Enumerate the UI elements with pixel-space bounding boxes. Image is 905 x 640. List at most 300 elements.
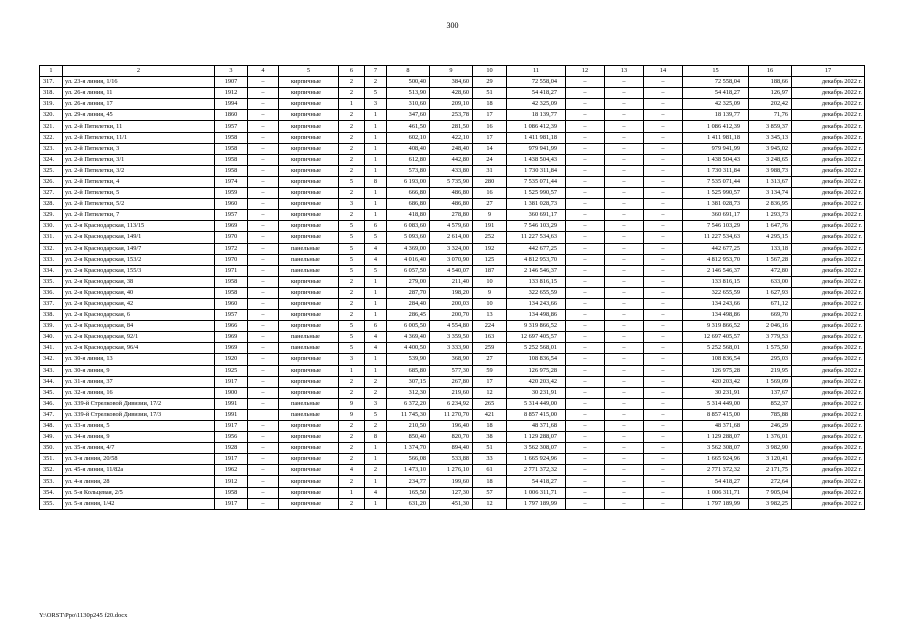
table-cell: кирпичные (279, 443, 339, 454)
table-cell: кирпичные (279, 99, 339, 110)
table-cell: ул. 2-й Пятилетки, 7 (63, 210, 215, 221)
table-cell: декабрь 2022 г. (792, 365, 865, 376)
table-cell: 200,70 (430, 310, 473, 321)
table-cell: 1 (365, 188, 387, 199)
table-cell: ул. 5-я линия, 1/42 (63, 498, 215, 509)
table-cell: 1 006 311,71 (507, 487, 566, 498)
table-cell: 9 319 866,52 (683, 321, 749, 332)
table-cell: 4 400,50 (387, 343, 430, 354)
table-cell: 192 (473, 243, 507, 254)
table-cell: 29 (473, 77, 507, 88)
table-cell: 685,80 (387, 365, 430, 376)
table-cell: 2 (339, 165, 365, 176)
table-cell: – (248, 243, 279, 254)
table-cell: – (605, 298, 644, 309)
table-cell: 6 (365, 321, 387, 332)
table-cell: – (248, 276, 279, 287)
table-cell: 1 (365, 143, 387, 154)
table-cell: 1917 (215, 498, 248, 509)
table-cell: – (248, 487, 279, 498)
table-cell: 4 540,07 (430, 265, 473, 276)
table-cell: ул. 2-я Краснодарская, 113/15 (63, 221, 215, 232)
table-cell: 202,42 (749, 99, 792, 110)
table-cell: 9 (339, 398, 365, 409)
table-cell: 2 (339, 298, 365, 309)
table-cell: 337. (40, 298, 63, 309)
table-cell: 1 (365, 354, 387, 365)
table-cell: декабрь 2022 г. (792, 265, 865, 276)
table-cell: 1 (365, 276, 387, 287)
table-cell: 187 (473, 265, 507, 276)
table-cell: 8 (365, 176, 387, 187)
table-cell: – (566, 265, 605, 276)
table-cell: 1962 (215, 465, 248, 476)
table-cell: 318. (40, 88, 63, 99)
table-cell: – (248, 154, 279, 165)
table-cell: 2 171,75 (749, 465, 792, 476)
table-cell: 5 (339, 221, 365, 232)
table-cell: 307,15 (387, 376, 430, 387)
header-cell: 9 (430, 66, 473, 77)
table-cell: 2 (339, 443, 365, 454)
table-cell: – (566, 276, 605, 287)
table-cell: 3 120,41 (749, 454, 792, 465)
table-cell: декабрь 2022 г. (792, 476, 865, 487)
table-cell: 5 (339, 176, 365, 187)
table-cell: 4 (339, 465, 365, 476)
table-cell: 1 473,10 (387, 465, 430, 476)
table-cell: 1972 (215, 243, 248, 254)
table-cell: декабрь 2022 г. (792, 310, 865, 321)
table-cell: 1907 (215, 77, 248, 88)
table-cell: декабрь 2022 г. (792, 154, 865, 165)
table-cell: кирпичные (279, 77, 339, 88)
table-cell: 347,60 (387, 110, 430, 121)
table-cell: 7 546 103,29 (507, 221, 566, 232)
table-cell: – (248, 143, 279, 154)
table-cell: 279,00 (387, 276, 430, 287)
table-cell: – (644, 77, 683, 88)
table-cell: – (566, 465, 605, 476)
table-cell: ул. 339-й Стрелковой Дивизии, 17/2 (63, 398, 215, 409)
table-cell: 3 248,65 (749, 154, 792, 165)
table-cell: 1969 (215, 343, 248, 354)
table-cell: 1970 (215, 254, 248, 265)
table-row (40, 199, 865, 210)
header-cell: 11 (507, 66, 566, 77)
table-cell: 1 (339, 99, 365, 110)
table-row (40, 154, 865, 165)
table-cell: 51 (473, 443, 507, 454)
table-cell: – (644, 354, 683, 365)
table-cell: ул. 5-я Кольцевая, 2/5 (63, 487, 215, 498)
table-cell: кирпичные (279, 354, 339, 365)
table-cell: 2 614,00 (430, 232, 473, 243)
table-cell: 1966 (215, 321, 248, 332)
table-cell: 332. (40, 243, 63, 254)
table-cell: 320. (40, 110, 63, 121)
table-cell: 219,95 (749, 365, 792, 376)
table-cell: ул. 2-й Пятилетки, 3/2 (63, 165, 215, 176)
table-cell: – (644, 498, 683, 509)
table-cell: 418,80 (387, 210, 430, 221)
table-cell: 1 438 504,43 (683, 154, 749, 165)
table-cell: 14 (473, 143, 507, 154)
table-cell: 18 (473, 421, 507, 432)
table-row (40, 276, 865, 287)
table-cell: 633,00 (749, 276, 792, 287)
table-cell: 1 438 504,43 (507, 154, 566, 165)
table-cell: 11 745,30 (387, 409, 430, 420)
header-cell: 3 (215, 66, 248, 77)
table-cell: 422,10 (430, 132, 473, 143)
table-cell: 1 411 981,18 (683, 132, 749, 143)
table-cell: ул. 34-я линия, 9 (63, 432, 215, 443)
table-cell: 2 (339, 188, 365, 199)
table-cell: – (248, 199, 279, 210)
table-cell: 3 345,13 (749, 132, 792, 143)
table-cell: 334. (40, 265, 63, 276)
table-cell: 253,78 (430, 110, 473, 121)
table-cell: 17 (473, 110, 507, 121)
header-cell: 14 (644, 66, 683, 77)
table-row (40, 88, 865, 99)
header-cell: 4 (248, 66, 279, 77)
table-cell: 1917 (215, 421, 248, 432)
table-cell: – (605, 265, 644, 276)
table-cell: 59 (473, 365, 507, 376)
table-cell: 2 (339, 143, 365, 154)
table-cell: 133 816,15 (507, 276, 566, 287)
table-cell: – (644, 143, 683, 154)
table-cell: – (566, 498, 605, 509)
table-cell: 5 (339, 343, 365, 354)
table-cell: – (605, 387, 644, 398)
table-cell: 1 (365, 199, 387, 210)
table-cell: декабрь 2022 г. (792, 432, 865, 443)
table-cell: – (248, 254, 279, 265)
table-cell: – (644, 254, 683, 265)
table-cell: 428,60 (430, 88, 473, 99)
table-cell: 2 (339, 310, 365, 321)
table-cell: 1860 (215, 110, 248, 121)
table-cell: – (644, 465, 683, 476)
table-cell: – (644, 443, 683, 454)
table-cell: 219,60 (430, 387, 473, 398)
table-cell: 486,80 (430, 188, 473, 199)
table-cell: – (248, 398, 279, 409)
table-cell: 1 293,73 (749, 210, 792, 221)
table-cell: 346. (40, 398, 63, 409)
table-cell: 209,10 (430, 99, 473, 110)
footer-file-path: Y:\ORST\Ppo\1130p245 f20.docx (39, 612, 128, 619)
table-cell: 11 227 534,63 (683, 232, 749, 243)
table-cell: 566,08 (387, 454, 430, 465)
table-row (40, 476, 865, 487)
table-cell: 126 975,28 (507, 365, 566, 376)
table-cell: кирпичные (279, 165, 339, 176)
table-cell: кирпичные (279, 88, 339, 99)
table-cell: – (605, 398, 644, 409)
table-cell: декабрь 2022 г. (792, 376, 865, 387)
table-row (40, 310, 865, 321)
table-cell: 281,50 (430, 121, 473, 132)
table-cell: 355. (40, 498, 63, 509)
table-row (40, 254, 865, 265)
table-cell: 3 (365, 398, 387, 409)
table-cell: 341. (40, 343, 63, 354)
table-cell: – (605, 310, 644, 321)
table-cell: декабрь 2022 г. (792, 132, 865, 143)
table-cell: – (248, 210, 279, 221)
table-cell: 1900 (215, 387, 248, 398)
table-row (40, 165, 865, 176)
table-cell: 2 (365, 465, 387, 476)
table-cell: 1 665 924,96 (683, 454, 749, 465)
table-cell: 133 816,15 (683, 276, 749, 287)
table-cell: 126,97 (749, 88, 792, 99)
table-cell: – (605, 432, 644, 443)
table-cell: ул. 26-я линия, 11 (63, 88, 215, 99)
table-cell: декабрь 2022 г. (792, 243, 865, 254)
table-cell: 54 418,27 (683, 88, 749, 99)
table-cell: 4 (365, 487, 387, 498)
table-row (40, 487, 865, 498)
table-cell: 11 227 534,63 (507, 232, 566, 243)
table-cell: 27 (473, 199, 507, 210)
table-cell: 5 (365, 88, 387, 99)
table-cell: – (566, 298, 605, 309)
table-cell: декабрь 2022 г. (792, 254, 865, 265)
table-cell: кирпичные (279, 232, 339, 243)
table-cell: – (605, 132, 644, 143)
table-cell: ул. 2-я Краснодарская, 38 (63, 276, 215, 287)
table-cell: 6 057,50 (387, 265, 430, 276)
table-cell: 1957 (215, 310, 248, 321)
table-cell: 2 (339, 287, 365, 298)
table-cell: декабрь 2022 г. (792, 88, 865, 99)
table-cell: – (566, 154, 605, 165)
table-cell: – (248, 376, 279, 387)
table-cell: 3 (339, 199, 365, 210)
table-cell: – (566, 199, 605, 210)
table-cell: 1 (365, 110, 387, 121)
table-cell: 2 (339, 476, 365, 487)
table-cell: 333. (40, 254, 63, 265)
table-cell: ул. 33-я линия, 5 (63, 421, 215, 432)
table-row (40, 321, 865, 332)
table-cell: 38 (473, 432, 507, 443)
table-cell: 1957 (215, 121, 248, 132)
table-cell: 42 325,09 (507, 99, 566, 110)
table-cell: 325. (40, 165, 63, 176)
table-cell: 319. (40, 99, 63, 110)
table-cell: 246,29 (749, 421, 792, 432)
table-cell: декабрь 2022 г. (792, 276, 865, 287)
table-cell: 9 (339, 409, 365, 420)
table-cell: 5 314 449,00 (683, 398, 749, 409)
table-cell: кирпичные (279, 132, 339, 143)
table-cell: 321. (40, 121, 63, 132)
table-cell: 1 (365, 476, 387, 487)
table-cell: 1 374,70 (387, 443, 430, 454)
table-cell: 1 (365, 498, 387, 509)
table-cell: 472,80 (749, 265, 792, 276)
table-cell: 1 (365, 454, 387, 465)
table-cell: ул. 30-я линия, 13 (63, 354, 215, 365)
table-cell: 1 627,93 (749, 287, 792, 298)
table-cell: 322 655,59 (683, 287, 749, 298)
table-cell: 6 (365, 221, 387, 232)
table-cell: 259 (473, 343, 507, 354)
table-cell: – (566, 77, 605, 88)
table-cell: 671,12 (749, 298, 792, 309)
table-cell: – (566, 143, 605, 154)
table-cell: 360 691,17 (507, 210, 566, 221)
table-cell: – (644, 321, 683, 332)
table-cell: ул. 2-й Пятилетки, 5 (63, 188, 215, 199)
table-cell: 284,40 (387, 298, 430, 309)
table-cell: 134 243,66 (683, 298, 749, 309)
table-cell: декабрь 2022 г. (792, 99, 865, 110)
table-cell: 1 (365, 165, 387, 176)
table-cell: 5 (339, 265, 365, 276)
table-cell: 894,40 (430, 443, 473, 454)
table-cell: кирпичные (279, 321, 339, 332)
table-cell: кирпичные (279, 188, 339, 199)
table-row (40, 132, 865, 143)
table-cell: 1 567,28 (749, 254, 792, 265)
table-row (40, 298, 865, 309)
table-cell: 3 070,90 (430, 254, 473, 265)
table-cell: ул. 2-й Пятилетки, 5/2 (63, 199, 215, 210)
table-cell: 323. (40, 143, 63, 154)
table-cell: 9 (473, 287, 507, 298)
table-cell: 5 735,90 (430, 176, 473, 187)
table-cell: – (248, 132, 279, 143)
table-cell: 1 086 412,39 (507, 121, 566, 132)
table-cell: – (605, 409, 644, 420)
header-cell: 15 (683, 66, 749, 77)
table-cell: – (605, 210, 644, 221)
table-cell: 3 359,50 (430, 332, 473, 343)
table-cell: 420 203,42 (507, 376, 566, 387)
table-cell: ул. 2-я Краснодарская, 96/4 (63, 343, 215, 354)
table-cell: – (644, 165, 683, 176)
table-row (40, 376, 865, 387)
table-cell: 340. (40, 332, 63, 343)
table-row (40, 354, 865, 365)
table-cell: – (605, 498, 644, 509)
table-cell: 348. (40, 421, 63, 432)
table-cell: – (248, 298, 279, 309)
table-cell: 3 982,25 (749, 498, 792, 509)
table-cell: 342. (40, 354, 63, 365)
table-cell: – (644, 132, 683, 143)
table-cell: 48 371,68 (507, 421, 566, 432)
table-cell: 1958 (215, 276, 248, 287)
table-row (40, 232, 865, 243)
table-cell: 134 498,86 (507, 310, 566, 321)
table-cell: 4 812 953,70 (683, 254, 749, 265)
table-cell: 1 (365, 365, 387, 376)
table-cell: – (248, 365, 279, 376)
table-cell: 327. (40, 188, 63, 199)
table-cell: – (566, 343, 605, 354)
table-cell: – (566, 88, 605, 99)
table-cell: 1 (365, 287, 387, 298)
table-cell: ул. 35-я линия, 4/7 (63, 443, 215, 454)
table-cell: – (566, 398, 605, 409)
table-cell: 326. (40, 176, 63, 187)
table-cell: 12 697 405,57 (683, 332, 749, 343)
table-cell: 1 129 288,07 (683, 432, 749, 443)
table-cell: ул. 2-я Краснодарская, 84 (63, 321, 215, 332)
table-cell: 1 381 028,73 (683, 199, 749, 210)
table-cell: 322. (40, 132, 63, 143)
table-cell: 1991 (215, 409, 248, 420)
table-cell: 6 372,20 (387, 398, 430, 409)
table-cell: – (605, 321, 644, 332)
table-cell: 5 (339, 243, 365, 254)
table-cell: 272,64 (749, 476, 792, 487)
table-cell: 3 779,53 (749, 332, 792, 343)
table-cell: ул. 2-я Краснодарская, 40 (63, 287, 215, 298)
table-cell: 1 797 189,99 (507, 498, 566, 509)
table-cell: – (248, 99, 279, 110)
table-cell: 1 376,01 (749, 432, 792, 443)
table-cell: 5 (339, 232, 365, 243)
table-cell: ул. 26-я линия, 17 (63, 99, 215, 110)
table-cell: 9 (473, 210, 507, 221)
table-row (40, 77, 865, 88)
table-cell: 2 (339, 276, 365, 287)
table-cell: 6 005,50 (387, 321, 430, 332)
table-cell: – (248, 432, 279, 443)
table-cell: 1 525 990,57 (507, 188, 566, 199)
table-cell: 310,60 (387, 99, 430, 110)
table-cell: кирпичные (279, 199, 339, 210)
table-cell: кирпичные (279, 154, 339, 165)
table-cell: 4 (365, 332, 387, 343)
table-cell: – (644, 99, 683, 110)
table-cell: 4 369,00 (387, 243, 430, 254)
table-cell: 4 579,60 (430, 221, 473, 232)
table-cell: 265 (473, 398, 507, 409)
table-cell: – (644, 387, 683, 398)
table-cell: декабрь 2022 г. (792, 487, 865, 498)
table-cell: 2 (339, 376, 365, 387)
table-cell: 127,30 (430, 487, 473, 498)
table-cell: ул. 2-я Краснодарская, 42 (63, 298, 215, 309)
table-row (40, 343, 865, 354)
table-cell: 612,80 (387, 154, 430, 165)
table-row (40, 398, 865, 409)
table-cell: 200,03 (430, 298, 473, 309)
table-cell: – (644, 176, 683, 187)
table-cell: 1917 (215, 454, 248, 465)
table-cell: 1 411 981,18 (507, 132, 566, 143)
table-cell: – (605, 188, 644, 199)
table-cell: декабрь 2022 г. (792, 354, 865, 365)
table-cell: 338. (40, 310, 63, 321)
table-row (40, 443, 865, 454)
table-cell: ул. 31-я линия, 37 (63, 376, 215, 387)
table-cell: 1925 (215, 365, 248, 376)
table-cell: 3 (365, 99, 387, 110)
table-cell: ул. 2-я Краснодарская, 155/3 (63, 265, 215, 276)
table-cell: 10 (473, 298, 507, 309)
